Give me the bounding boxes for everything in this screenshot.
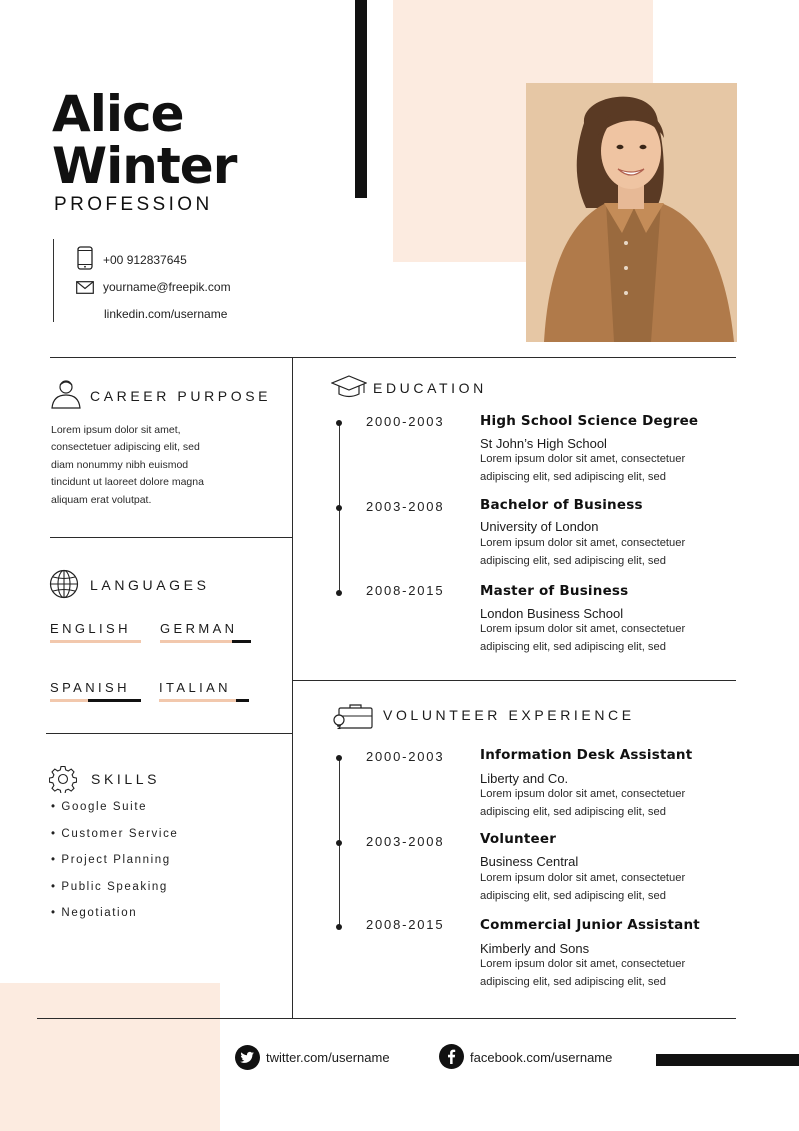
skill-item: • Customer Service [51, 828, 179, 840]
language-german: GERMAN [160, 621, 238, 636]
timeline-dot [336, 505, 342, 511]
briefcase-icon [331, 703, 373, 731]
language-spanish-bar [50, 699, 141, 702]
profile-photo [526, 83, 737, 342]
description-line: adipiscing elit, sed adipiscing elit, sed [480, 554, 666, 567]
timeline-dot [336, 420, 342, 426]
profession-label: PROFESSION [54, 194, 213, 215]
phone-icon [76, 246, 94, 270]
globe-icon [49, 569, 79, 599]
education-degree: High School Science Degree [480, 413, 699, 429]
education-degree: Master of Business [480, 583, 629, 599]
decor-peach-block-bottom [0, 983, 220, 1131]
volunteer-years: 2003-2008 [366, 834, 445, 849]
contact-linkedin[interactable]: linkedin.com/username [104, 307, 228, 321]
graduation-cap-icon [331, 375, 367, 399]
candidate-name [52, 85, 237, 195]
facebook-link[interactable]: facebook.com/username [470, 1050, 613, 1065]
volunteer-years: 2008-2015 [366, 917, 445, 932]
description-line: adipiscing elit, sed adipiscing elit, sed [480, 975, 666, 988]
volunteer-description [480, 870, 740, 905]
volunteer-years: 2000-2003 [366, 749, 445, 764]
divider-education [292, 680, 736, 681]
first-name: Alice [52, 85, 184, 143]
volunteer-organization: Business Central [480, 854, 579, 869]
envelope-icon [76, 281, 94, 294]
language-english-bar [50, 640, 141, 643]
skill-label: Customer Service [61, 828, 179, 840]
education-years: 2003-2008 [366, 499, 445, 514]
skills-title: SKILLS [91, 771, 161, 787]
facebook-icon[interactable] [439, 1044, 464, 1069]
skill-item: • Project Planning [51, 854, 171, 866]
description-line: Lorem ipsum dolor sit amet, consectetuer [480, 623, 686, 635]
career-line: aliquam erat volutpat. [51, 493, 152, 506]
education-school: St John’s High School [480, 436, 607, 451]
timeline-dot [336, 590, 342, 596]
skill-label: Project Planning [61, 854, 171, 866]
volunteer-description [480, 956, 740, 991]
decor-black-bar-top [355, 0, 367, 198]
volunteer-role: Information Desk Assistant [480, 747, 693, 763]
education-description [480, 535, 740, 570]
education-description [480, 451, 740, 486]
education-degree: Bachelor of Business [480, 497, 643, 513]
career-purpose-text [51, 422, 204, 509]
divider-column [292, 357, 293, 1019]
twitter-icon[interactable] [235, 1045, 260, 1070]
last-name: Winter [52, 137, 237, 195]
career-line: consectetuer adipiscing elit, sed [51, 441, 200, 454]
language-german-bar [160, 640, 251, 643]
education-title: EDUCATION [373, 380, 487, 396]
language-italian: ITALIAN [159, 680, 231, 695]
skill-label: Google Suite [61, 801, 148, 813]
volunteer-role: Commercial Junior Assistant [480, 917, 700, 933]
divider-main-top [50, 357, 736, 358]
volunteer-organization: Liberty and Co. [480, 771, 569, 786]
description-line: adipiscing elit, sed adipiscing elit, sed [480, 640, 666, 653]
contact-divider [53, 239, 54, 322]
education-school: London Business School [480, 606, 624, 621]
skill-item: • Google Suite [51, 801, 148, 813]
volunteer-title: VOLUNTEER EXPERIENCE [383, 707, 635, 723]
contact-phone[interactable]: +00 912837645 [103, 253, 187, 267]
gear-icon [49, 765, 77, 793]
description-line: Lorem ipsum dolor sit amet, consectetuer [480, 453, 686, 465]
description-line: Lorem ipsum dolor sit amet, consectetuer [480, 537, 686, 549]
career-line: diam nonummy nibh euismod [51, 458, 189, 471]
language-english: ENGLISH [50, 621, 131, 636]
contact-email[interactable]: yourname@freepik.com [103, 280, 231, 294]
timeline-dot [336, 840, 342, 846]
language-italian-bar [159, 699, 249, 702]
description-line: adipiscing elit, sed adipiscing elit, sed [480, 470, 666, 483]
decor-black-bar-bottom [656, 1054, 799, 1066]
education-school: University of London [480, 519, 599, 534]
volunteer-role: Volunteer [480, 831, 557, 847]
timeline-dot [336, 924, 342, 930]
timeline-dot [336, 755, 342, 761]
divider-career [50, 537, 292, 538]
skill-label: Negotiation [61, 907, 138, 919]
volunteer-organization: Kimberly and Sons [480, 941, 590, 956]
description-line: Lorem ipsum dolor sit amet, consectetuer [480, 788, 686, 800]
career-line: Lorem ipsum dolor sit amet, [51, 424, 181, 436]
language-spanish: SPANISH [50, 680, 130, 695]
education-years: 2008-2015 [366, 583, 445, 598]
skill-item: • Negotiation [51, 907, 138, 919]
education-description [480, 621, 740, 656]
divider-languages [46, 733, 292, 734]
skill-item: • Public Speaking [51, 881, 168, 893]
languages-title: LANGUAGES [90, 577, 210, 593]
career-purpose-title: CAREER PURPOSE [90, 388, 272, 404]
skill-label: Public Speaking [61, 881, 168, 893]
volunteer-description [480, 786, 740, 821]
person-icon [49, 377, 83, 409]
description-line: Lorem ipsum dolor sit amet, consectetuer [480, 872, 686, 884]
description-line: Lorem ipsum dolor sit amet, consectetuer [480, 958, 686, 970]
twitter-link[interactable]: twitter.com/username [266, 1050, 390, 1065]
education-years: 2000-2003 [366, 414, 445, 429]
description-line: adipiscing elit, sed adipiscing elit, sed [480, 805, 666, 818]
career-line: tincidunt ut laoreet dolore magna [51, 476, 204, 489]
divider-footer [37, 1018, 736, 1019]
description-line: adipiscing elit, sed adipiscing elit, sed [480, 889, 666, 902]
